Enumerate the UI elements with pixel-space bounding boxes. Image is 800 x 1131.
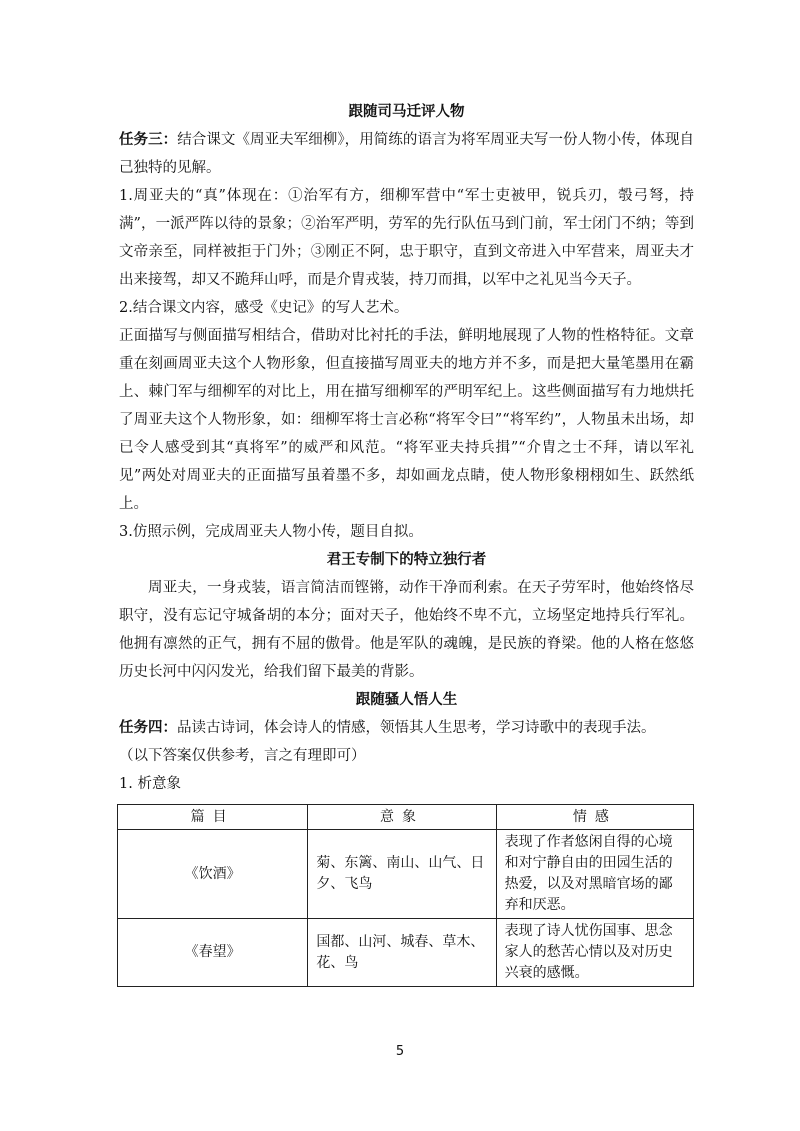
task-four-text: 品读古诗词，体会诗人的情感，领悟其人生思考，学习诗歌中的表现手法。 bbox=[177, 720, 656, 736]
reference-note: （以下答案仅供参考，言之有理即可） bbox=[119, 748, 366, 764]
section-title-sima-qian: 跟随司马迁评人物 bbox=[348, 104, 465, 120]
task-four bbox=[119, 714, 694, 742]
emotion-cell: 表现了作者悠闲自得的心境和对宁静自由的田园生活的热爱，以及对黑暗官场的鄙弃和厌恶。 bbox=[496, 830, 693, 919]
item-imagery-heading: 1. 析意象 bbox=[119, 776, 181, 792]
header-imagery: 意象 bbox=[308, 805, 496, 830]
task-three bbox=[119, 126, 694, 182]
table-header-row bbox=[118, 805, 694, 830]
table-row bbox=[118, 919, 694, 987]
imagery-table bbox=[117, 804, 694, 987]
section-title-poets: 跟随骚人悟人生 bbox=[355, 692, 458, 708]
page-content bbox=[119, 98, 694, 987]
biography-text: 周亚夫，一身戎装，语言简洁而铿锵，动作干净而利索。在天子劳军时，他始终恪尽职守，没有忘记守城备胡的本分；面对天子，他始终不卑不亢，立场坚定地持兵行军礼。他拥有凛然的正气，拥有不屈的傲骨。他是军队的魂魄，是民族的脊梁。他的人格在悠悠历史长河中闪闪发光，给我们留下最美的背影。 bbox=[119, 580, 694, 680]
header-emotion: 情感 bbox=[496, 805, 693, 830]
page-number: 5 bbox=[395, 1044, 405, 1059]
table-row bbox=[118, 830, 694, 919]
answer-paragraph-3: 正面描写与侧面描写相结合，借助对比衬托的手法，鲜明地展现了人物的性格特征。文章重在刻画周亚夫这个人物形象，但直接描写周亚夫的地方并不多，而是把大量笔墨用在霸上、棘门军与细柳军的对比上，用在描写细柳军的严明军纪上。这些侧面描写有力地烘托了周亚夫这个人物形象，如：细柳军将士言必称“将军令曰”“将军约”，人物虽未出场，却已令人感受到其“真将军”的威严和风范。“将军亚夫持兵揖”“介胄之士不拜，请以军礼见”两处对周亚夫的正面描写虽着墨不多，却如画龙点睛，使人物形象栩栩如生、跃然纸上。 bbox=[119, 328, 694, 512]
answer-paragraph-4: 3.仿照示例，完成周亚夫人物小传，题目自拟。 bbox=[119, 524, 423, 540]
answer-paragraph-1: 1.周亚夫的“真”体现在：①治军有方，细柳军营中“军士吏被甲，锐兵刃，彀弓弩，持满”，一派严阵以待的景象；②治军严明，劳军的先行队伍马到门前，军士闭门不纳；等到文帝亲至，同样被拒于门外；③刚正不阿，忠于职守，直到文帝进入中军营来，周亚夫才出来接驾，却又不跪拜山呼，而是介胄戎装，持刀而揖，以军中之礼见当今天子。 bbox=[119, 188, 694, 288]
poem-title-cell: 《春望》 bbox=[118, 919, 308, 987]
task-three-label: 任务三： bbox=[119, 132, 178, 148]
task-three-text: 结合课文《周亚夫军细柳》，用简练的语言为将军周亚夫写一份人物小传，体现自己独特的见解。 bbox=[119, 132, 695, 176]
answer-paragraph-2: 2.结合课文内容，感受《史记》的写人艺术。 bbox=[119, 300, 409, 316]
imagery-cell: 菊、东篱、南山、山气、日夕、飞鸟 bbox=[308, 830, 496, 919]
poem-title-cell: 《饮酒》 bbox=[118, 830, 308, 919]
emotion-cell: 表现了诗人忧伤国事、思念家人的愁苦心情以及对历史兴衰的感慨。 bbox=[496, 919, 693, 987]
header-title: 篇目 bbox=[118, 805, 308, 830]
task-four-label: 任务四： bbox=[119, 720, 177, 736]
biography-title: 君王专制下的特立独行者 bbox=[326, 552, 487, 568]
imagery-cell: 国都、山河、城春、草木、花、鸟 bbox=[308, 919, 496, 987]
